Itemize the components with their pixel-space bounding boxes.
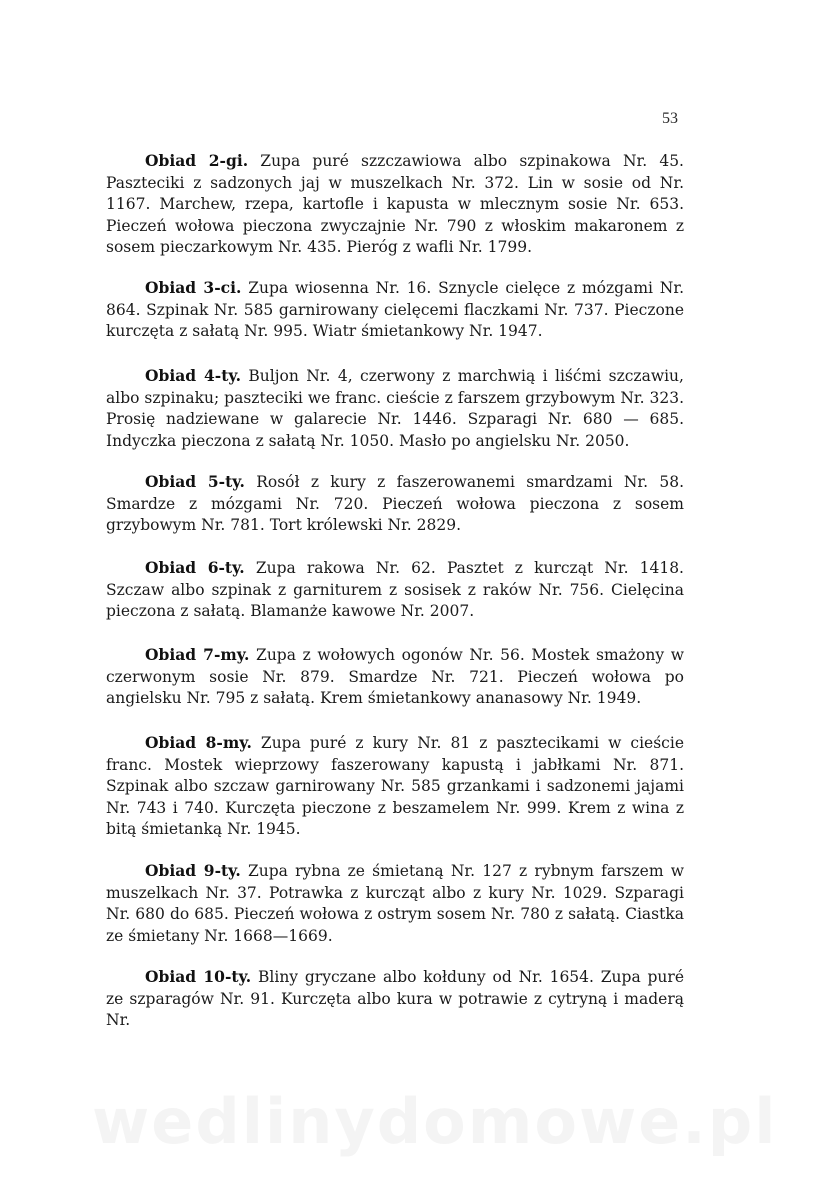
menu-title: Obiad 8-my. — [145, 733, 252, 752]
menu-title: Obiad 5-ty. — [145, 472, 245, 491]
menu-obiad-8 — [106, 732, 684, 841]
menu-text: Zupa rybna ze śmietaną Nr. 127 z rybnym farszem w muszelkach Nr. 37. Potrawka z kurcząt albo z kury Nr. 1029. Szparagi Nr. 680 do 685. Pieczeń wołowa z ostrym sosem Nr. 780 z sałatą. Ciastka ze śmietany Nr. 1668—1669. — [106, 862, 684, 945]
menu-text: Zupa rakowa Nr. 62. Pasztet z kurcząt Nr. 1418. Szczaw albo szpinak z garniturem z sosisek z raków Nr. 756. Cielęcina pieczona z sałatą. Blamanże kawowe Nr. 2007. — [106, 559, 684, 621]
menu-text: Rosół z kury z faszerowanemi smardzami Nr. 58. Smardze z mózgami Nr. 720. Pieczeń wołowa pieczona z sosem grzybowym Nr. 781. Tort królewski Nr. 2829. — [106, 473, 684, 535]
page-number: 53 — [662, 110, 678, 127]
watermark: wedlinydomowe.pl — [92, 1085, 778, 1158]
menu-obiad-9 — [106, 860, 684, 947]
menu-obiad-6 — [106, 557, 684, 623]
menu-title: Obiad 3-ci. — [145, 278, 242, 297]
menu-title: Obiad 2-gi. — [145, 151, 249, 170]
menu-text: Zupa z wołowych ogonów Nr. 56. Mostek smażony w czerwonym sosie Nr. 879. Smardze Nr. 721. Pieczeń wołowa po angielsku Nr. 795 z sałatą. Krem śmietankowy ananasowy Nr. 1949. — [106, 646, 684, 708]
menu-title: Obiad 7-my. — [145, 645, 250, 664]
menu-obiad-5 — [106, 471, 684, 537]
menu-text: Zupa wiosenna Nr. 16. Sznycle cielęce z mózgami Nr. 864. Szpinak Nr. 585 garnirowany cielęcemi flaczkami Nr. 737. Pieczone kurczęta z sałatą Nr. 995. Wiatr śmietankowy Nr. 1947. — [106, 279, 685, 341]
menu-text: Zupa puré z kury Nr. 81 z pasztecikami w cieście franc. Mostek wieprzowy faszerowany kapustą i jabłkami Nr. 871. Szpinak albo szczaw garnirowany Nr. 585 grzankami i sadzonemi jajami Nr. 743 i 740. Kurczęta pieczone z beszamelem Nr. 999. Krem z wina z bitą śmietanką Nr. 1945. — [106, 734, 684, 839]
menu-title: Obiad 4-ty. — [145, 366, 241, 385]
menu-title: Obiad 6-ty. — [145, 558, 245, 577]
menu-text: Buljon Nr. 4, czerwony z marchwią i liśćmi szczawiu, albo szpinaku; paszteciki we franc. cieście z farszem grzybowym Nr. 323. Prosię nadziewane w galarecie Nr. 1446. Szparagi Nr. 680 — 685. Indyczka pieczona z sałatą Nr. 1050. Masło po angielsku Nr. 2050. — [106, 367, 684, 450]
menu-obiad-4 — [106, 365, 684, 452]
menu-text: Bliny gryczane albo kołduny od Nr. 1654. Zupa puré ze szparagów Nr. 91. Kurczęta albo kura w potrawie z cytryną i maderą Nr. — [106, 968, 684, 1030]
menu-obiad-10 — [106, 966, 684, 1032]
menu-obiad-7 — [106, 644, 684, 710]
menu-obiad-3 — [106, 277, 684, 343]
menu-title: Obiad 10-ty. — [145, 967, 252, 986]
menu-title: Obiad 9-ty. — [145, 861, 241, 880]
menu-obiad-2 — [106, 150, 684, 259]
menu-text: Zupa puré szzczawiowa albo szpinakowa Nr. 45. Paszteciki z sadzonych jaj w muszelkach Nr. 372. Lin w sosie od Nr. 1167. Marchew, rzepa, kartofle i kapusta w mlecznym sosie Nr. 653. Pieczeń wołowa pieczona zwyczajnie Nr. 790 z włoskim makaronem z sosem pieczarkowym Nr. 435. Pieróg z wafli Nr. 1799. — [106, 152, 684, 257]
